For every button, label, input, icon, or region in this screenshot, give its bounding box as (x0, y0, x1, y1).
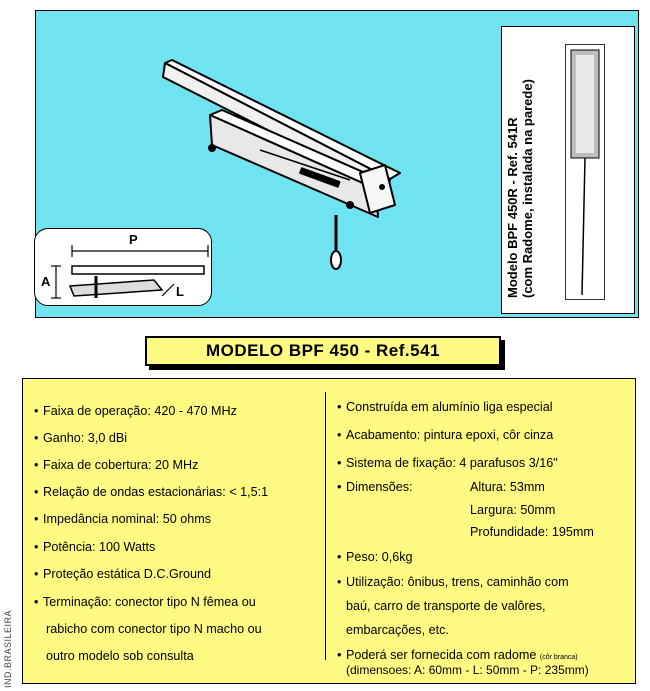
spec-radome-note: (côr branca) (539, 654, 578, 661)
photo-caption (505, 8, 535, 298)
photo-caption-line1: Modelo BPF 450R - Ref. 541R (505, 117, 520, 298)
spec-height: Altura: 53mm (470, 480, 545, 494)
spec-finish: • Acabamento: pintura epoxi, côr cinza (337, 428, 553, 443)
dimension-l-label: L (176, 284, 184, 299)
spec-material: • Construída em alumínio liga especial (337, 400, 553, 415)
spec-termination: • Terminação: conector tipo N fêmea ou (34, 595, 256, 610)
screw (346, 201, 354, 209)
spec-divider (325, 392, 326, 660)
spec-termination-cont2: outro modelo sob consulta (46, 649, 194, 663)
spec-depth: Profundidade: 195mm (470, 525, 594, 539)
spec-radome-dimensions: (dimensoes: A: 60mm - L: 50mm - P: 235mm) (346, 663, 589, 677)
model-title: MODELO BPF 450 - Ref.541 (145, 336, 501, 366)
spec-protection: • Proteção estática D.C.Ground (34, 567, 211, 582)
spec-operating-band: • Faixa de operação: 420 - 470 MHz (34, 404, 237, 419)
dimension-a-label: A (41, 274, 51, 289)
spec-usage: • Utilização: ônibus, trens, caminhão com (337, 575, 569, 590)
spec-impedance: • Impedância nominal: 50 ohms (34, 512, 211, 527)
spec-coverage: • Faixa de cobertura: 20 MHz (34, 458, 198, 473)
spec-usage-cont1: baú, carro de transporte de valôres, (346, 599, 546, 613)
photo-caption-line2: (com Radome, instalada na parede) (520, 79, 535, 298)
radome-photo (565, 44, 605, 300)
spec-power: • Potência: 100 Watts (34, 540, 155, 555)
screw (208, 144, 216, 152)
radome-photo-image (566, 45, 604, 299)
screw (379, 184, 385, 190)
spec-vswr: • Relação de ondas estacionárias: < 1,5:1 (34, 485, 268, 500)
spec-gain: • Ganho: 3,0 dBi (34, 431, 127, 446)
dimension-p-label: P (129, 232, 138, 247)
spec-width: Largura: 50mm (470, 503, 556, 517)
spec-fixing: • Sistema de fixação: 4 parafusos 3/16" (337, 456, 558, 471)
connector (331, 251, 341, 269)
spec-termination-cont1: rabicho com conector tipo N macho ou (46, 622, 262, 636)
spec-usage-cont2: embarcações, etc. (346, 623, 449, 637)
dimension-diagram (34, 228, 212, 306)
spec-dimensions-label: • Dimensões: (337, 480, 413, 495)
side-label: IND.BRASILEIRA (3, 609, 13, 688)
spec-radome-text: Poderá ser fornecida com radome (346, 648, 537, 662)
spec-weight: • Peso: 0,6kg (337, 550, 413, 565)
